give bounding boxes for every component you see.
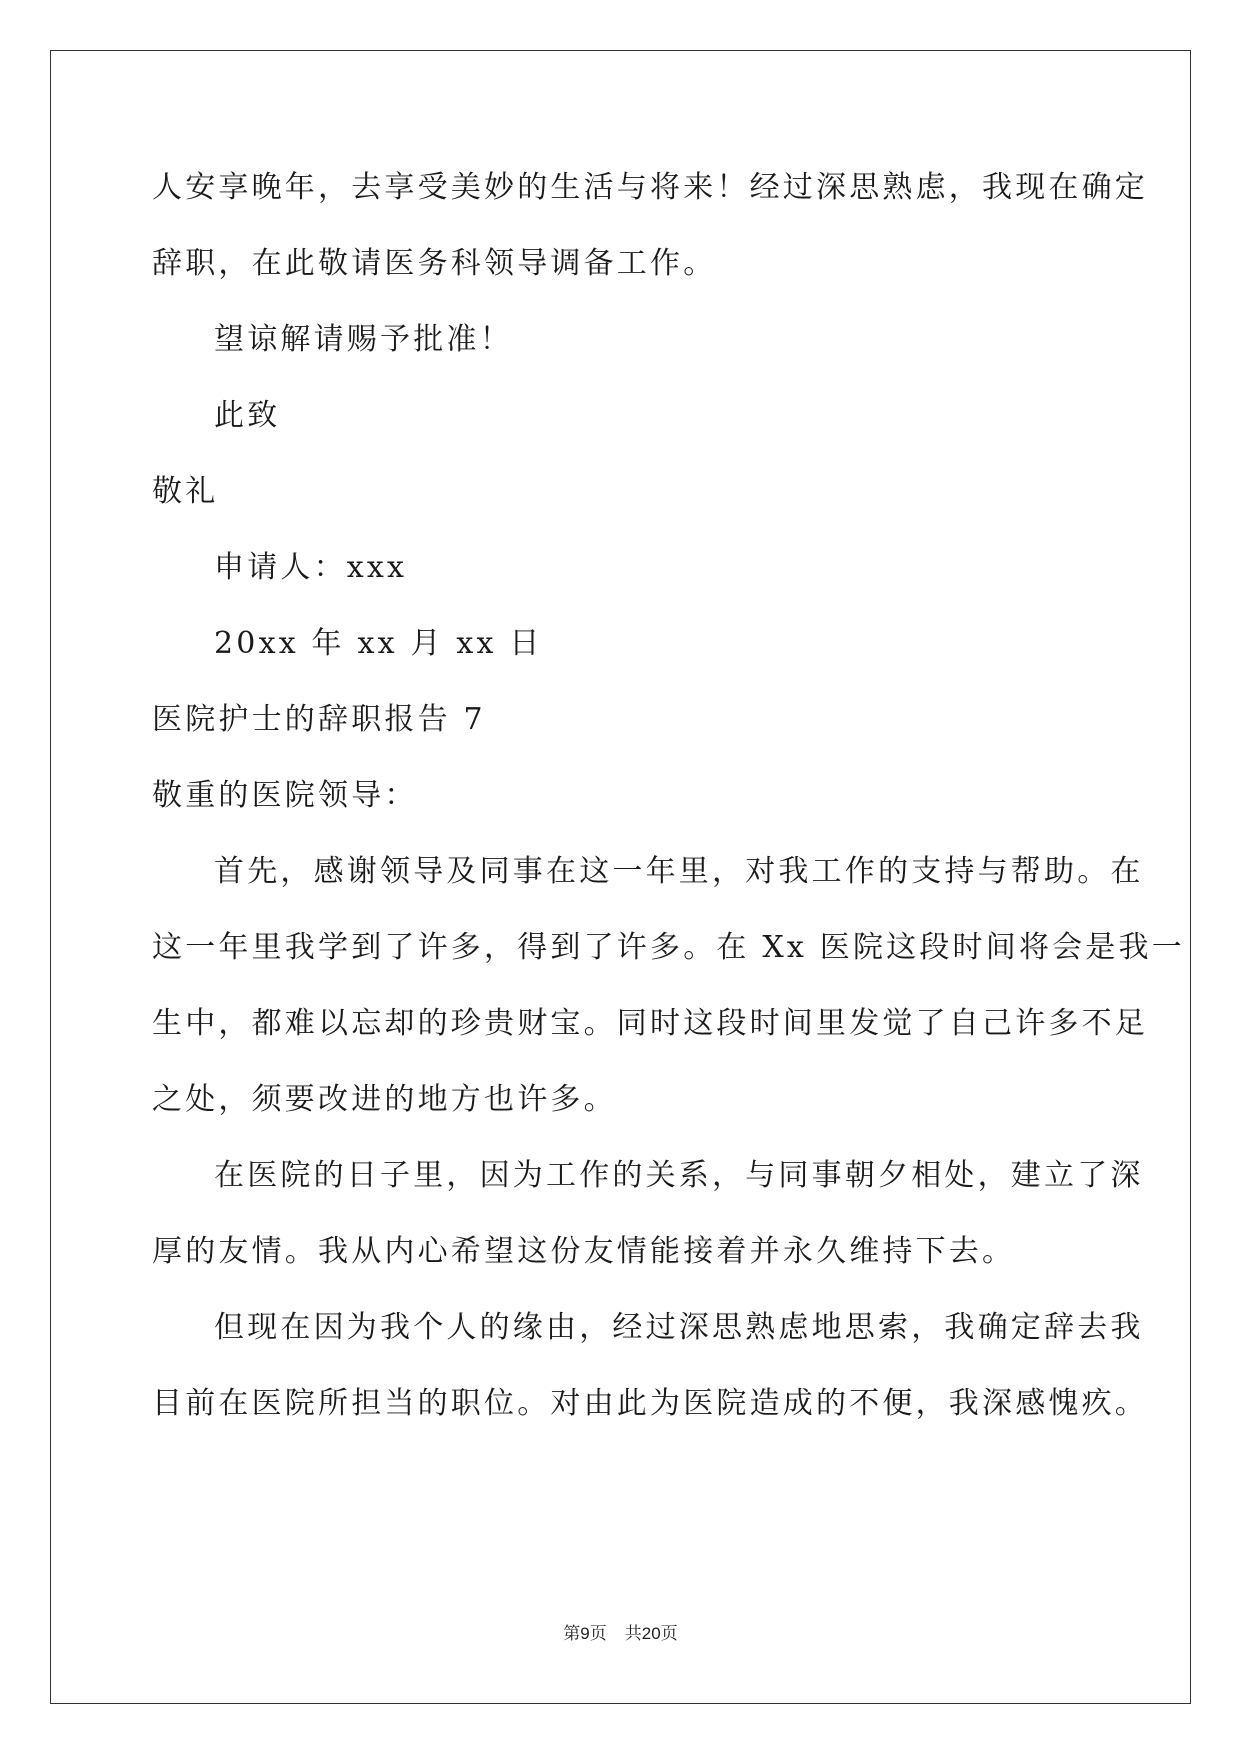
paragraph-line: 首先，感谢领导及同事在这一年里，对我工作的支持与帮助。在: [214, 854, 1144, 889]
paragraph-line: 生中，都难以忘却的珍贵财宝。同时这段时间里发觉了自己许多不足: [152, 1006, 1148, 1041]
paragraph-line: 辞职，在此敬请医务科领导调备工作。: [152, 246, 717, 281]
total-pages: 20: [641, 1624, 661, 1643]
paragraph-line: 这一年里我学到了许多，得到了许多。在 Xx 医院这段时间将会是我一: [152, 930, 1185, 965]
closing-salutation: 此致: [214, 398, 281, 433]
paragraph-line: 人安享晚年，去享受美妙的生活与将来！经过深思熟虑，我现在确定: [152, 170, 1148, 205]
page-prefix: 第: [563, 1624, 581, 1644]
page-footer: [0, 1622, 1241, 1646]
page-number: 9: [580, 1624, 590, 1643]
total-suffix: 页: [660, 1624, 678, 1644]
paragraph-line: 在医院的日子里，因为工作的关系，与同事朝夕相处，建立了深: [214, 1158, 1144, 1193]
section-title: 医院护士的辞职报告 7: [152, 702, 486, 737]
closing-regards: 敬礼: [152, 474, 219, 509]
date-line: 20xx 年 xx 月 xx 日: [214, 626, 543, 661]
paragraph-line: 之处，须要改进的地方也许多。: [152, 1082, 617, 1117]
paragraph-line: 厚的友情。我从内心希望这份友情能接着并永久维持下去。: [152, 1234, 1016, 1269]
paragraph-line: 目前在医院所担当的职位。对由此为医院造成的不便，我深感愧疚。: [152, 1386, 1148, 1421]
request-line: 望谅解请赐予批准！: [214, 322, 513, 357]
paragraph-line: 但现在因为我个人的缘由，经过深思熟虑地思索，我确定辞去我: [214, 1310, 1144, 1345]
greeting: 敬重的医院领导：: [152, 778, 418, 813]
applicant-signature: 申请人：xxx: [214, 550, 408, 585]
total-prefix: 共: [624, 1624, 642, 1644]
page-suffix: 页: [589, 1624, 607, 1644]
